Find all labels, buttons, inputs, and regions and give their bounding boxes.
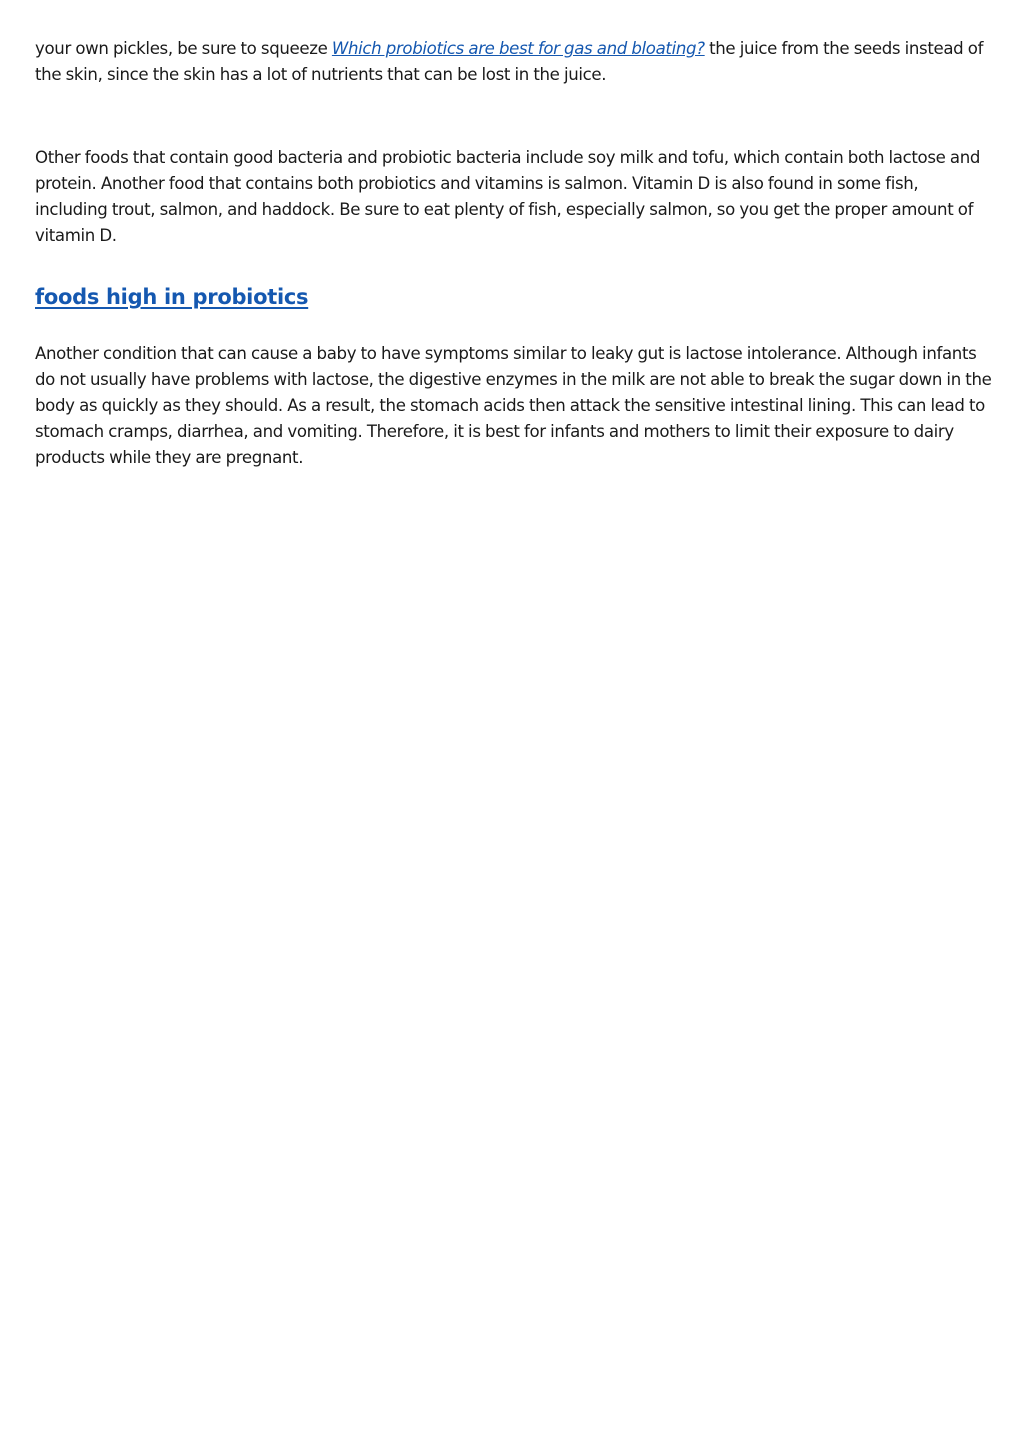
foods-high-in-probiotics-link[interactable]: foods high in probiotics [35,285,309,309]
paragraph-pickles-start: your own pickles, be sure to squeeze [35,39,332,58]
article-page [35,36,995,471]
paragraph-other-foods: Other foods that contain good bacteria and probiotic bacteria include soy milk and tofu, which contain both lactose and protein. Another food that contains both probiotics and vitamins is salmon. Vitamin D is also found in some fish, including trout, salmon, and haddock. Be sure to eat plenty of fish, especially salmon, so you get the proper amount of vitamin D. [35,148,981,245]
paragraph-lactose-intolerance: Another condition that can cause a baby to have symptoms similar to leaky gut is lactose intolerance. Although infants do not usually have problems with lactose, the digestive enzymes in the milk are not able to break the sugar down in the body as quickly as they should. As a result, the stomach acids then attack the sensitive intestinal lining. This can lead to stomach cramps, diarrhea, and vomiting. Therefore, it is best for infants and mothers to limit their exposure to dairy products while they are pregnant. [35,344,992,467]
section-heading [35,282,995,312]
paragraph-pickles [35,36,995,88]
probiotics-gas-bloating-link[interactable]: Which probiotics are best for gas and bloating? [331,39,705,58]
paragraph-pickles-end: the juice from the seeds instead of the skin, since the skin has a lot of nutrients that can be lost in the juice. [35,39,984,84]
